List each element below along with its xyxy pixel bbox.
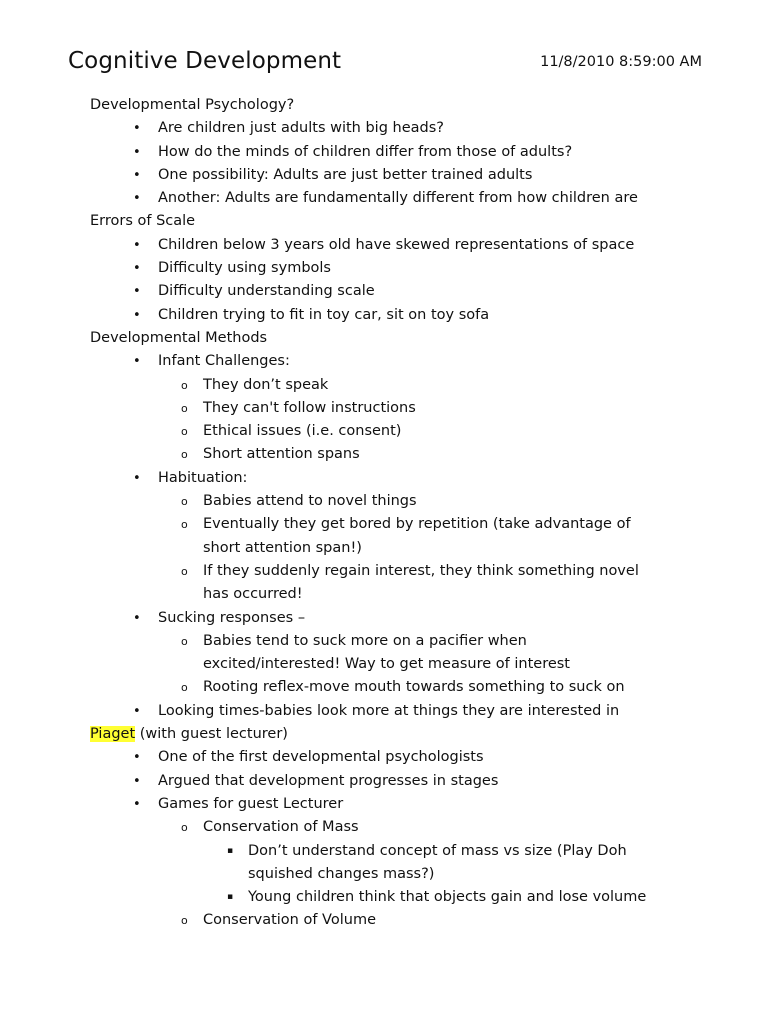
section-heading xyxy=(0,210,768,233)
line-text: Are children just adults with big heads? xyxy=(158,120,444,137)
line-text: How do the minds of children differ from those of adults? xyxy=(158,143,573,160)
list-item xyxy=(0,234,768,257)
bullet-marker: • xyxy=(133,470,141,486)
circle-marker: o xyxy=(181,914,188,928)
line-text: Babies attend to novel things xyxy=(203,493,417,510)
list-item xyxy=(0,909,768,932)
line-text: Developmental Methods xyxy=(90,329,268,346)
line-text: Errors of Scale xyxy=(90,213,196,230)
list-item xyxy=(0,374,768,397)
line-text: Sucking responses – xyxy=(158,609,306,626)
line-text: Infant Challenges: xyxy=(158,353,290,370)
list-item xyxy=(0,397,768,420)
bullet-marker: • xyxy=(133,191,141,207)
line-text: Conservation of Volume xyxy=(203,912,376,929)
list-item xyxy=(0,560,768,583)
list-item xyxy=(0,443,768,466)
line-text: Games for guest Lecturer xyxy=(158,795,344,812)
line-text: Babies tend to suck more on a pacifier when xyxy=(203,632,527,649)
list-item xyxy=(0,700,768,723)
line-text: They can't follow instructions xyxy=(203,399,416,416)
section-heading xyxy=(0,327,768,350)
list-item xyxy=(0,840,768,863)
line-text: Short attention spans xyxy=(203,446,360,463)
list-item xyxy=(0,304,768,327)
list-item xyxy=(0,117,768,140)
list-item xyxy=(0,676,768,699)
circle-marker: o xyxy=(181,564,188,578)
circle-marker: o xyxy=(181,634,188,648)
line-text: They don’t speak xyxy=(203,376,329,393)
list-item xyxy=(0,420,768,443)
bullet-marker: • xyxy=(133,796,141,812)
bullet-marker: • xyxy=(133,121,141,137)
line-text: Young children think that objects gain and lose volume xyxy=(248,889,647,906)
circle-marker: o xyxy=(181,425,188,439)
line-text: If they suddenly regain interest, they think something novel xyxy=(203,562,639,579)
line-text: short attention span!) xyxy=(203,539,362,556)
timestamp: 11/8/2010 8:59:00 AM xyxy=(540,54,702,70)
list-item xyxy=(0,280,768,303)
section-heading xyxy=(0,94,768,117)
line-text: One possibility: Adults are just better trained adults xyxy=(158,166,533,183)
bullet-marker: • xyxy=(133,773,141,789)
line-text: Another: Adults are fundamentally different from how children are xyxy=(158,190,638,207)
list-item xyxy=(0,467,768,490)
bullet-marker: • xyxy=(133,237,141,253)
line-text: Conservation of Mass xyxy=(203,819,359,836)
list-item xyxy=(0,490,768,513)
list-item xyxy=(0,583,768,606)
list-item xyxy=(0,607,768,630)
bullet-marker: • xyxy=(133,261,141,277)
bullet-marker: • xyxy=(133,610,141,626)
circle-marker: o xyxy=(181,681,188,695)
page-title: Cognitive Development xyxy=(68,48,342,74)
circle-marker: o xyxy=(181,401,188,415)
list-item xyxy=(0,816,768,839)
line-text: squished changes mass?) xyxy=(248,865,435,882)
circle-marker: o xyxy=(181,821,188,835)
line-text: has occurred! xyxy=(203,586,303,603)
bullet-marker: • xyxy=(133,307,141,323)
line-text: One of the first developmental psychologists xyxy=(158,749,484,766)
list-item xyxy=(0,746,768,769)
list-item xyxy=(0,513,768,536)
line-text: Don’t understand concept of mass vs size (Play Doh xyxy=(248,842,627,859)
line-text: Rooting reflex-move mouth towards something to suck on xyxy=(203,679,625,696)
line-text: Looking times-babies look more at things they are interested in xyxy=(158,702,620,719)
square-marker: ▪ xyxy=(227,845,234,856)
line-text: Argued that development progresses in stages xyxy=(158,772,499,789)
circle-marker: o xyxy=(181,378,188,392)
list-item xyxy=(0,653,768,676)
list-item xyxy=(0,630,768,653)
list-item xyxy=(0,350,768,373)
line-text: Difficulty using symbols xyxy=(158,260,331,277)
list-item xyxy=(0,141,768,164)
line-text: Eventually they get bored by repetition (take advantage of xyxy=(203,516,631,533)
line-text: excited/interested! Way to get measure of interest xyxy=(203,656,570,673)
line-text: Habituation: xyxy=(158,469,248,486)
line-text: Children below 3 years old have skewed representations of space xyxy=(158,236,635,253)
square-marker: ▪ xyxy=(227,892,234,903)
bullet-marker: • xyxy=(133,167,141,183)
circle-marker: o xyxy=(181,518,188,532)
list-item xyxy=(0,187,768,210)
line-text: (with guest lecturer) xyxy=(135,726,288,743)
line-text: Ethical issues (i.e. consent) xyxy=(203,423,402,440)
circle-marker: o xyxy=(181,448,188,462)
list-item xyxy=(0,793,768,816)
line-text: Children trying to fit in toy car, sit on toy sofa xyxy=(158,306,490,323)
highlighted-text: Piaget xyxy=(90,726,136,743)
document-header xyxy=(68,46,702,78)
bullet-marker: • xyxy=(133,354,141,370)
bullet-marker: • xyxy=(133,284,141,300)
circle-marker: o xyxy=(181,495,188,509)
list-item xyxy=(0,257,768,280)
section-heading xyxy=(0,723,768,746)
list-item xyxy=(0,537,768,560)
bullet-marker: • xyxy=(133,144,141,160)
list-item xyxy=(0,164,768,187)
line-text: Developmental Psychology? xyxy=(90,97,295,113)
bullet-marker: • xyxy=(133,703,141,719)
notes-body xyxy=(0,94,768,933)
bullet-marker: • xyxy=(133,750,141,766)
list-item xyxy=(0,886,768,909)
list-item xyxy=(0,770,768,793)
line-text: Difficulty understanding scale xyxy=(158,283,375,300)
list-item xyxy=(0,863,768,886)
